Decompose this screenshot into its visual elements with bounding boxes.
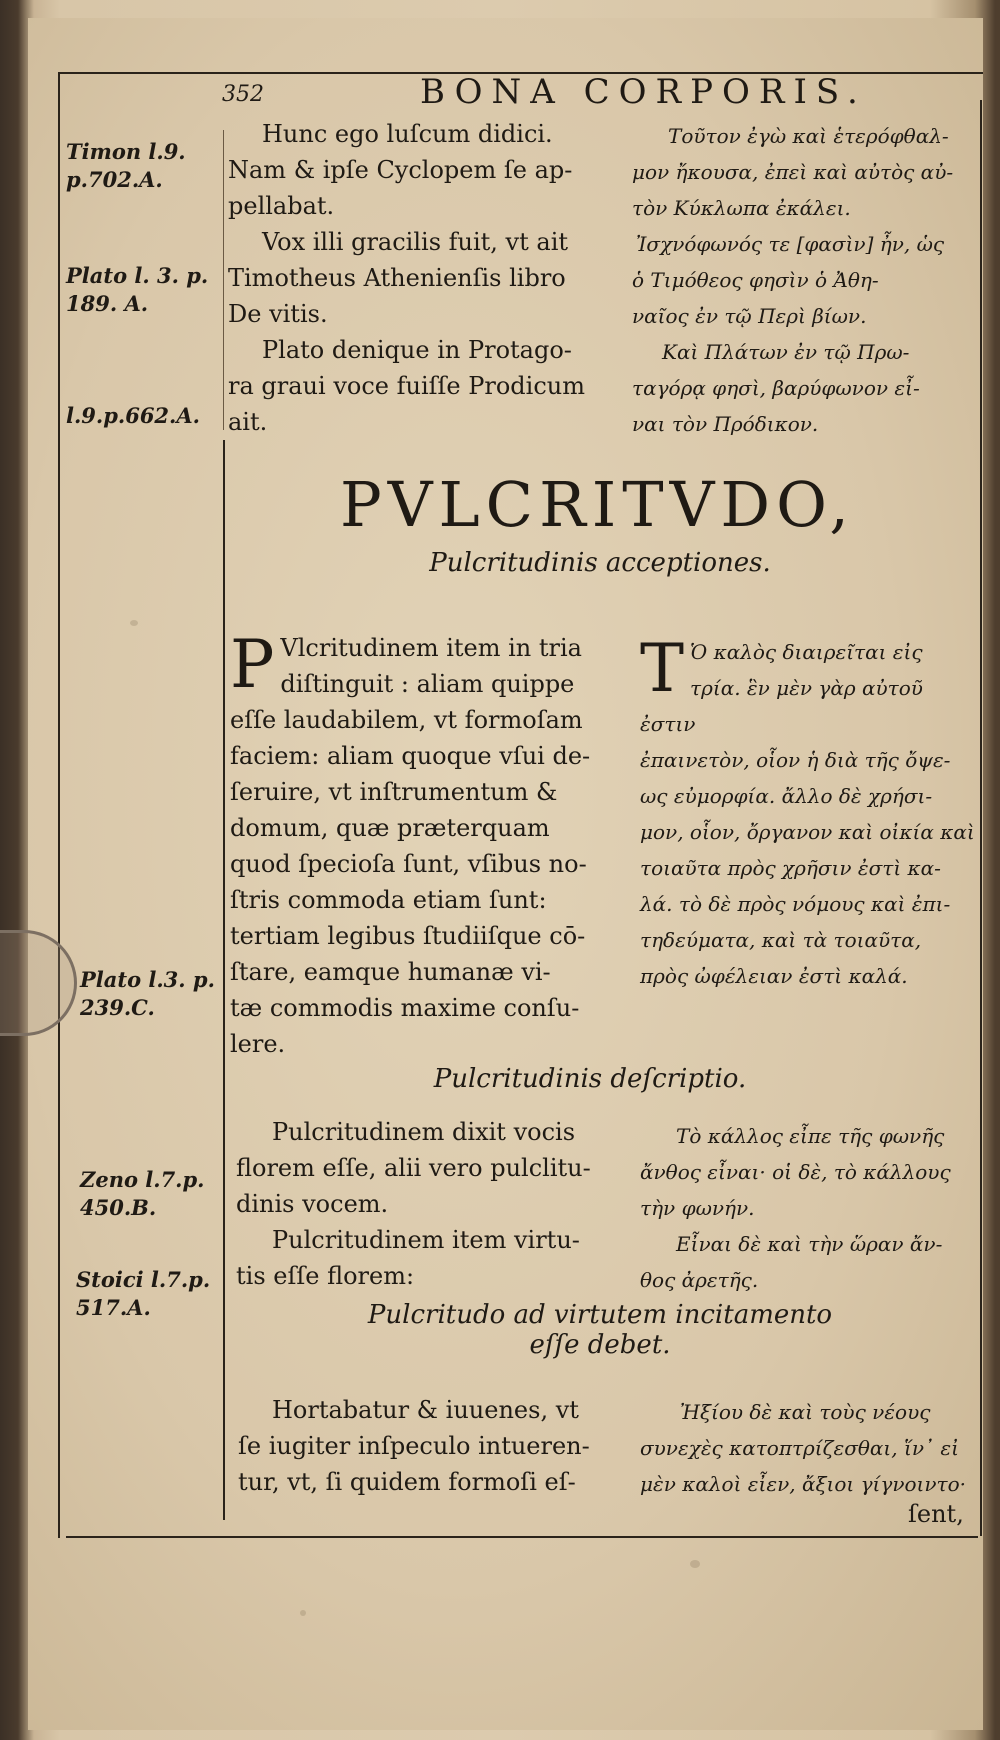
- text-line: ra graui voce fuiſſe Prodicum: [228, 372, 585, 400]
- subtitle-line: eſſe debet.: [529, 1330, 671, 1360]
- text-line: Τὸ κάλλος εἶπε τῆς φωνῆς: [676, 1124, 945, 1148]
- text-line: τὸν Κύκλωπα ἐκάλει.: [632, 196, 851, 220]
- latin-column-acceptiones: [230, 626, 610, 1062]
- text-line: tertiam legibus ſtudiiſque cō-: [230, 922, 586, 950]
- margin-line: 189. A.: [66, 291, 149, 316]
- margin-note: [76, 1266, 210, 1322]
- margin-line: 239.C.: [80, 995, 155, 1020]
- text-line: τὴν φωνήν.: [640, 1196, 755, 1220]
- text-line: lere.: [230, 1030, 286, 1058]
- foxing-spot: [300, 1610, 306, 1616]
- text-line: Hunc ego luſcum didici.: [262, 120, 553, 148]
- margin-line: Stoici l.7.p.: [76, 1267, 211, 1292]
- foxing-spot: [690, 1560, 700, 1568]
- greek-column-acceptiones: [640, 630, 980, 994]
- descriptio-subtitle: Pulcritudinis deſcriptio.: [433, 1064, 747, 1094]
- text-line: Τοῦτον ἐγὼ καὶ ἑτερόφθαλ-: [668, 124, 949, 148]
- page-number: 352: [222, 82, 264, 107]
- text-line: ἐπαινετὸν, οἷον ἡ διὰ τῆς ὄψε-: [640, 748, 951, 772]
- text-line: ναῖος ἐν τῷ Περὶ βίων.: [632, 304, 867, 328]
- margin-line: 450.B.: [80, 1195, 157, 1220]
- incitamentum-subtitle: [270, 1300, 930, 1360]
- subtitle-line: Pulcritudo ad virtutem incitamento: [367, 1300, 833, 1330]
- text-fragment: Ὁ καλὸς διαιρεῖται εἰς: [690, 640, 923, 664]
- text-line: ſtare, eamque humanæ vi-: [230, 958, 551, 986]
- margin-note: [66, 138, 186, 194]
- catchword: ſent,: [908, 1500, 964, 1528]
- text-line: Vox illi gracilis fuit, vt ait: [262, 228, 569, 256]
- text-line: ſtris commoda etiam ſunt:: [230, 886, 547, 914]
- text-line: ait.: [228, 408, 268, 436]
- text-line: Ἰσχνόφωνός τε [φασὶν] ἦν, ὡς: [636, 232, 945, 256]
- text-line: πρὸς ὠφέλειαν ἐστὶ καλά.: [640, 964, 908, 988]
- text-line: ναι τὸν Πρόδικον.: [632, 412, 819, 436]
- bottom-rule: [66, 1536, 978, 1538]
- text-line: florem eſſe, alii vero pulclitu-: [236, 1154, 591, 1182]
- margin-note: [80, 966, 215, 1022]
- section-heading: PVLCRITVDO,: [340, 468, 856, 541]
- greek-column-incitamentum: [640, 1394, 980, 1502]
- text-line: Plato denique in Protago-: [262, 336, 572, 364]
- text-line: diſtinguit : aliam quippe: [280, 670, 575, 698]
- foxing-spot: [130, 620, 138, 626]
- text-line: τοιαῦτα πρὸς χρῆσιν ἐστὶ κα-: [640, 856, 941, 880]
- latin-column-incitamentum: [238, 1392, 618, 1500]
- text-line: pellabat.: [228, 192, 335, 220]
- text-line: tæ commodis maxime conſu-: [230, 994, 580, 1022]
- margin-note: [66, 402, 200, 430]
- text-line: ἄνθος εἶναι· οἱ δὲ, τὸ κάλλους: [640, 1160, 951, 1184]
- margin-line: Plato l.3. p.: [80, 967, 215, 992]
- text-line: θος ἀρετῆς.: [640, 1268, 759, 1292]
- latin-column-top: [228, 116, 608, 440]
- text-fragment: Vlcritudinem item in tria: [280, 634, 582, 662]
- drop-capital: Τ: [640, 630, 685, 707]
- text-line: τηδεύματα, καὶ τὰ τοιαῦτα,: [640, 928, 922, 952]
- text-line: Εἶναι δὲ καὶ τὴν ὥραν ἄν-: [676, 1232, 943, 1256]
- text-line: quod ſpecioſa ſunt, vſibus no-: [230, 850, 587, 878]
- text-line: ταγόρᾳ φησὶ, βαρύφωνον εἶ-: [632, 376, 920, 400]
- text-line: Pulcritudinem item virtu-: [272, 1226, 580, 1254]
- margin-note: [66, 262, 208, 318]
- text-line: eſſe laudabilem, vt formoſam: [230, 706, 583, 734]
- left-rule: [58, 72, 60, 1538]
- text-line: λά. τὸ δὲ πρὸς νόμους καὶ ἐπι-: [640, 892, 951, 916]
- section-subtitle: Pulcritudinis acceptiones.: [429, 548, 771, 578]
- text-line: Ἠξίου δὲ καὶ τοὺς νέους: [680, 1400, 931, 1424]
- text-line: Nam & ipſe Cyclopem ſe ap-: [228, 156, 573, 184]
- margin-line: Plato l. 3. p.: [66, 263, 209, 288]
- text-line: τρία. ἓν μὲν γὰρ αὐτοῦ ἐστιν: [640, 676, 923, 736]
- drop-capital: P: [230, 626, 275, 703]
- text-line: Hortabatur & iuuenes, vt: [272, 1396, 579, 1424]
- text-line: ſeruire, vt inſtrumentum &: [230, 778, 558, 806]
- greek-column-descriptio: [640, 1118, 980, 1298]
- margin-gutter-rule-upper: [223, 130, 224, 430]
- running-title: BONA CORPORIS.: [420, 72, 867, 112]
- text-line: μον ἤκουσα, ἐπεὶ καὶ αὐτὸς αὐ-: [632, 160, 954, 184]
- text-line: μον, οἷον, ὄργανον καὶ οἰκία καὶ: [640, 820, 975, 844]
- text-line: μὲν καλοὶ εἶεν, ἄξιοι γίγνοιντο·: [640, 1472, 966, 1496]
- margin-line: p.702.A.: [66, 167, 163, 192]
- greek-column-top: [632, 118, 977, 442]
- margin-line: Timon l.9.: [66, 139, 186, 164]
- text-line: Καὶ Πλάτων ἐν τῷ Πρω-: [662, 340, 910, 364]
- margin-gutter-rule: [223, 440, 225, 1520]
- margin-line: 517.A.: [76, 1295, 151, 1320]
- latin-column-descriptio: [236, 1114, 616, 1294]
- text-line: tis eſſe florem:: [236, 1262, 415, 1290]
- margin-note: [80, 1166, 204, 1222]
- margin-line: Zeno l.7.p.: [80, 1167, 205, 1192]
- text-line: faciem: aliam quoque vſui de-: [230, 742, 591, 770]
- text-line: Timotheus Athenienſis libro: [228, 264, 566, 292]
- margin-line: l.9.p.662.A.: [66, 403, 200, 428]
- text-line: ſe iugiter inſpeculo intueren-: [238, 1432, 590, 1460]
- text-line: dinis vocem.: [236, 1190, 389, 1218]
- text-line: Pulcritudinem dixit vocis: [272, 1118, 576, 1146]
- text-line: ὁ Τιμόθεος φησὶν ὁ Ἀθη-: [632, 268, 879, 292]
- text-line: ως εὐμορφία. ἄλλο δὲ χρήσι-: [640, 784, 933, 808]
- text-line: domum, quæ præterquam: [230, 814, 550, 842]
- text-line: συνεχὲς κατοπτρίζεσθαι, ἵν᾿ εἰ: [640, 1436, 959, 1460]
- text-line: tur, vt, ſi quidem formoſi eſ-: [238, 1468, 576, 1496]
- right-rule: [980, 100, 982, 1536]
- text-line: De vitis.: [228, 300, 328, 328]
